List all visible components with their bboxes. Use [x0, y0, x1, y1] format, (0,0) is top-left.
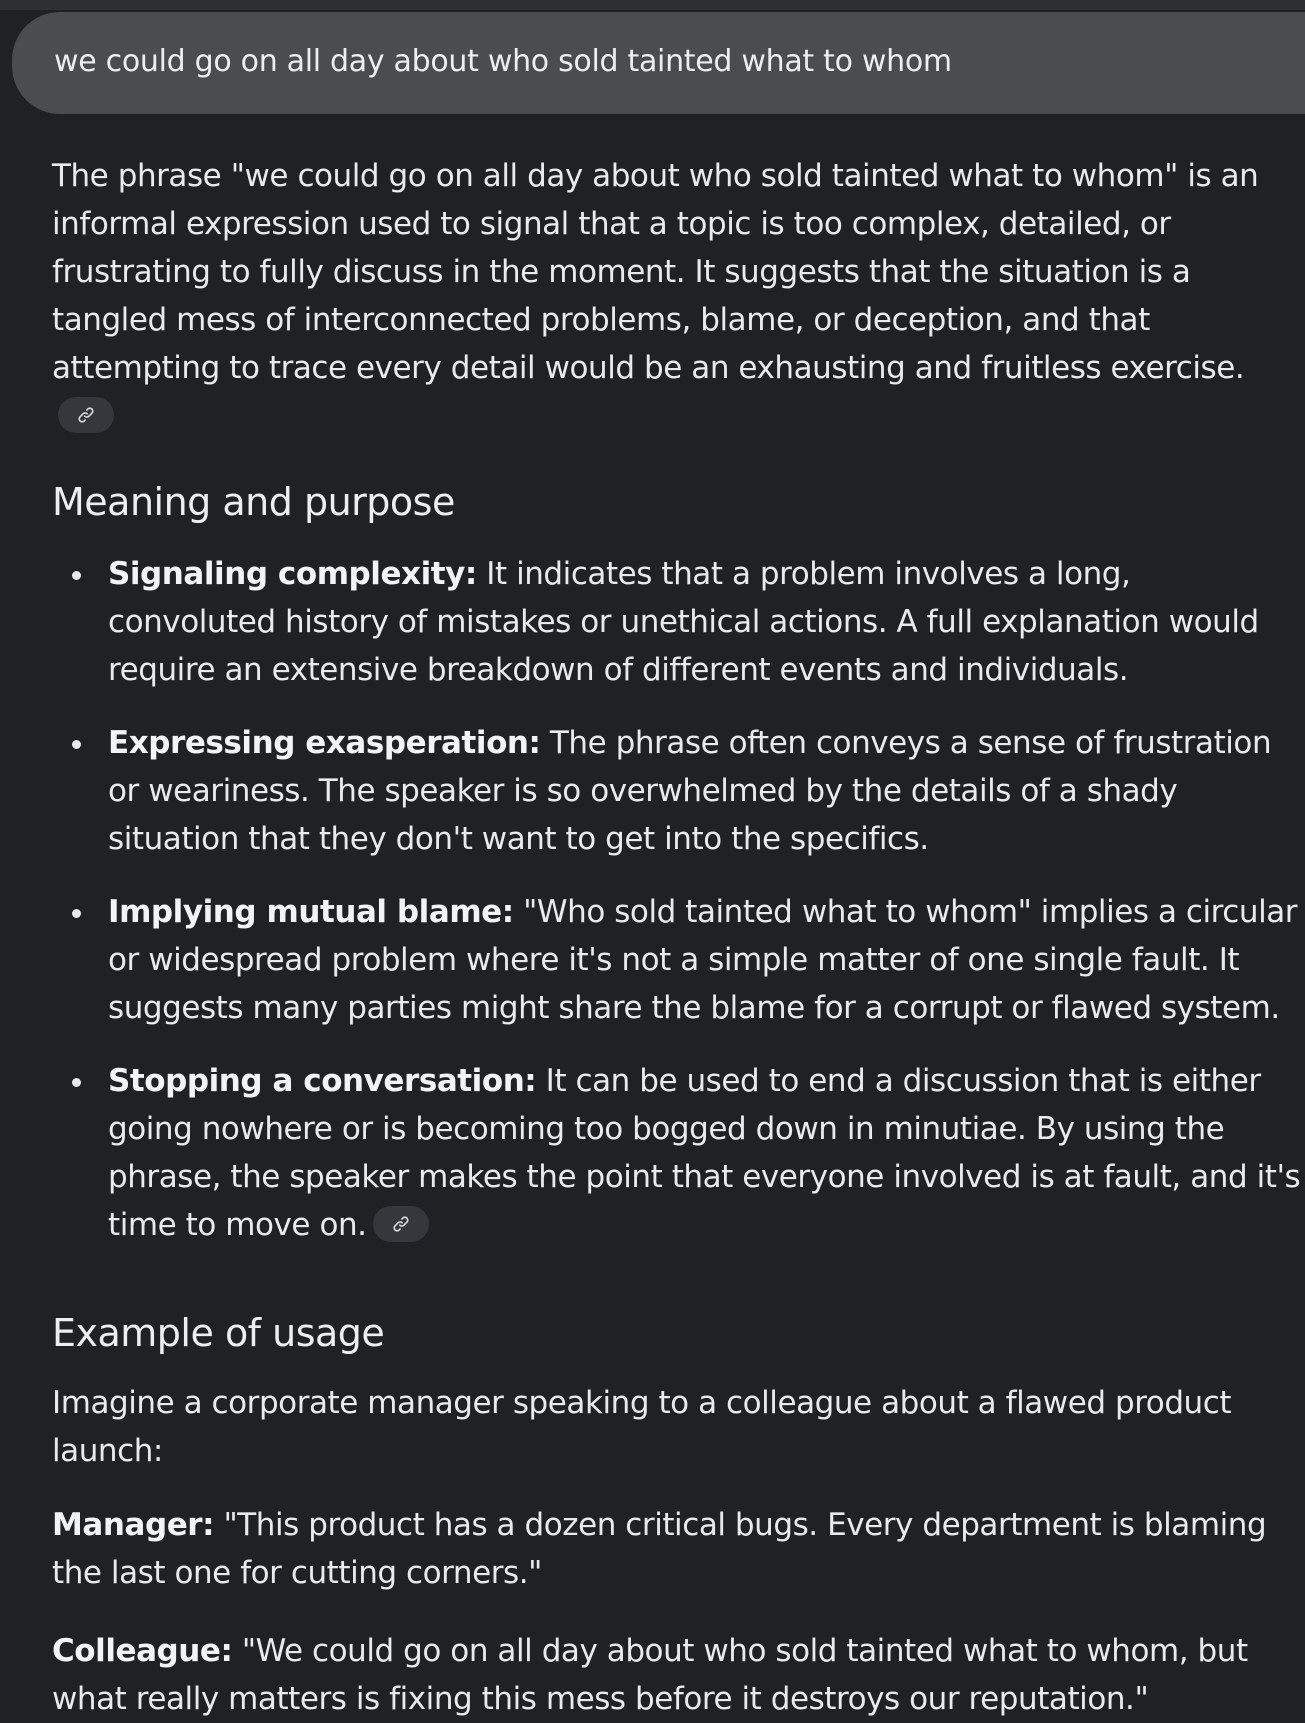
example-heading: Example of usage: [52, 1311, 385, 1355]
bullet-text: "Who sold tainted what to whom" implies a circular or widespread problem where it's not a simple matter of one single fault. It suggests many parties might share the blame for a corrupt or flawed system.: [108, 894, 1298, 1026]
link-icon: [391, 1214, 411, 1234]
dialog-line-manager: [52, 1501, 1302, 1597]
source-link-chip[interactable]: [58, 397, 114, 433]
example-intro: Imagine a corporate manager speaking to a colleague about a flawed product launch:: [52, 1385, 1232, 1469]
user-query-bubble: [12, 12, 1305, 114]
bullet-term: Implying mutual blame:: [108, 894, 514, 930]
bullet-dot: [72, 1078, 81, 1087]
source-link-chip[interactable]: [373, 1206, 429, 1242]
meaning-list: [52, 550, 1302, 1249]
bullet-text: It can be used to end a discussion that is either going nowhere or is becoming too bogged down in minutiae. By using the phrase, the speaker makes the point that everyone involved is at fault, and it's time to move on.: [108, 1063, 1301, 1243]
dialog-line-colleague: [52, 1627, 1302, 1723]
list-item: [52, 550, 1302, 694]
meaning-heading: Meaning and purpose: [52, 480, 455, 524]
top-band: [0, 0, 1305, 10]
bullet-term: Signaling complexity:: [108, 556, 477, 592]
dialog-text: "We could go on all day about who sold tainted what to whom, but what really matters is fixing this mess before it destroys our reputation.": [52, 1633, 1248, 1717]
bullet-text: The phrase often conveys a sense of frustration or weariness. The speaker is so overwhelmed by the details of a shady situation that they don't want to get into the specifics.: [108, 725, 1272, 857]
answer-content: [52, 152, 1302, 1723]
bullet-text: It indicates that a problem involves a long, convoluted history of mistakes or unethical actions. A full explanation would require an extensive breakdown of different events and individuals.: [108, 556, 1259, 688]
bullet-term: Stopping a conversation:: [108, 1063, 537, 1099]
dialog-speaker: Manager:: [52, 1507, 215, 1543]
user-query-text: we could go on all day about who sold tainted what to whom: [54, 43, 952, 79]
intro-text: The phrase "we could go on all day about who sold tainted what to whom" is an informal expression used to signal that a topic is too complex, detailed, or frustrating to fully discuss in the moment. It suggests that the situation is a tangled mess of interconnected problems, blame, or deception, and that attempting to trace every detail would be an exhausting and fruitless exercise.: [52, 158, 1259, 386]
dialog-text: "This product has a dozen critical bugs. Every department is blaming the last one for cutting corners.": [52, 1507, 1267, 1591]
list-item: [52, 719, 1302, 863]
dialog-speaker: Colleague:: [52, 1633, 233, 1669]
list-item: [52, 1057, 1302, 1249]
link-icon: [76, 405, 96, 425]
bullet-dot: [72, 571, 81, 580]
intro-paragraph: [52, 152, 1302, 440]
bullet-term: Expressing exasperation:: [108, 725, 541, 761]
bullet-dot: [72, 740, 81, 749]
bullet-dot: [72, 909, 81, 918]
list-item: [52, 888, 1302, 1032]
